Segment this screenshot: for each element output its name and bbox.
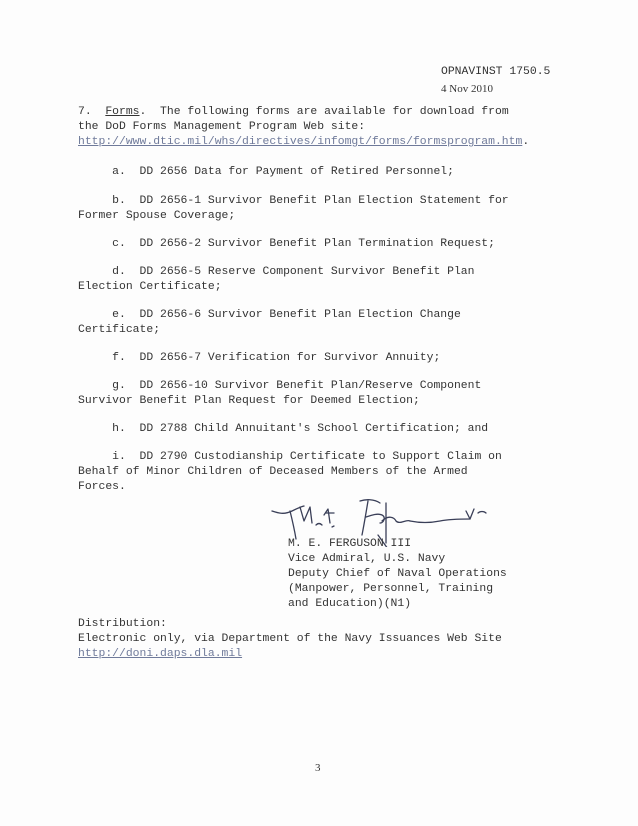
section-intro-rest: . The following forms are available for download from <box>139 106 509 118</box>
form-item-e-line1: e. DD 2656-6 Survivor Benefit Plan Election Change <box>78 309 461 321</box>
form-item-i-line2: Behalf of Minor Children of Deceased Members of the Armed <box>78 466 468 478</box>
form-item-b-line1: b. DD 2656-1 Survivor Benefit Plan Election Statement for <box>78 195 509 207</box>
form-item-i-line3: Forces. <box>78 481 126 493</box>
section-intro-line2: the DoD Forms Management Program Web site: <box>78 121 366 133</box>
url-period: . <box>522 136 530 148</box>
form-item-g-line1: g. DD 2656-10 Survivor Benefit Plan/Reserve Component <box>78 380 482 392</box>
signer-title-line1: Deputy Chief of Naval Operations <box>288 568 507 580</box>
form-item-g <box>78 379 481 409</box>
signer-title-line2: (Manpower, Personnel, Training <box>288 583 494 595</box>
instruction-date: 4 Nov 2010 <box>441 83 493 95</box>
distribution-url-line <box>78 647 242 662</box>
form-item-c-line1: c. DD 2656-2 Survivor Benefit Plan Termination Request; <box>78 238 495 250</box>
form-item-h <box>78 422 488 437</box>
form-item-i-line1: i. DD 2790 Custodianship Certificate to Support Claim on <box>78 451 502 463</box>
section-intro-line1 <box>78 105 509 120</box>
distribution-heading: Distribution: <box>78 618 167 630</box>
forms-program-link[interactable]: http://www.dtic.mil/whs/directives/infomgt/forms/formsprogram.htm <box>78 136 523 148</box>
form-item-c <box>78 237 495 252</box>
form-item-b-line2: Former Spouse Coverage; <box>78 210 236 222</box>
page-number: 3 <box>315 762 321 774</box>
signature-block <box>288 537 507 612</box>
form-item-b <box>78 194 509 224</box>
form-item-i <box>78 450 502 495</box>
form-item-a <box>78 165 454 180</box>
section-number: 7. <box>78 106 92 118</box>
distribution-line: Electronic only, via Department of the Navy Issuances Web Site <box>78 633 502 645</box>
form-item-e-line2: Certificate; <box>78 324 161 336</box>
forms-url-line <box>78 135 529 150</box>
form-item-e <box>78 308 461 338</box>
signer-title-line3: and Education)(N1) <box>288 598 412 610</box>
section-title: Forms <box>105 106 140 118</box>
form-item-f-line1: f. DD 2656-7 Verification for Survivor Annuity; <box>78 352 441 364</box>
form-item-f <box>78 351 440 366</box>
signer-rank: Vice Admiral, U.S. Navy <box>288 553 446 565</box>
form-item-a-line1: a. DD 2656 Data for Payment of Retired Personnel; <box>78 166 454 178</box>
signer-name: M. E. FERGUSON III <box>288 538 412 550</box>
form-item-d-line2: Election Certificate; <box>78 281 222 293</box>
form-item-h-line1: h. DD 2788 Child Annuitant's School Certification; and <box>78 423 489 435</box>
instruction-number: OPNAVINST 1750.5 <box>441 66 551 78</box>
form-item-d-line1: d. DD 2656-5 Reserve Component Survivor Benefit Plan <box>78 266 475 278</box>
form-item-d <box>78 265 474 295</box>
doni-link[interactable]: http://doni.daps.dla.mil <box>78 648 243 660</box>
form-item-g-line2: Survivor Benefit Plan Request for Deemed Election; <box>78 395 420 407</box>
